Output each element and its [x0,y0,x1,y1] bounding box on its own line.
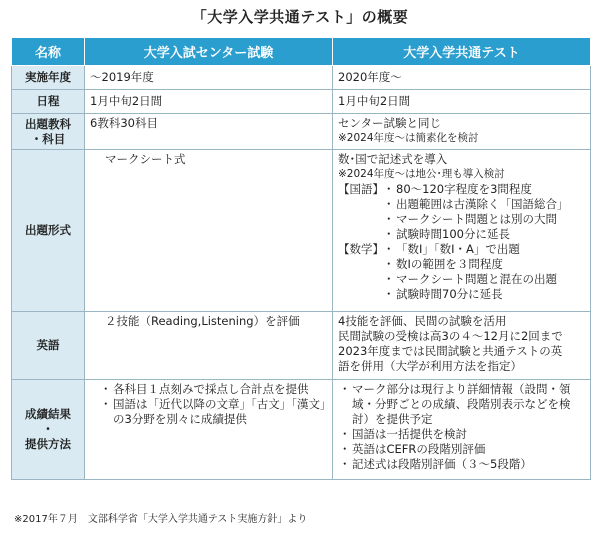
cell-english-old: ２技能（Reading,Listening）を評価 [85,312,333,380]
list-item: ・ 出題範囲は古漢除く「国語総合」 [396,197,569,212]
source-footnote: ※2017年７月 文部科学省「大学入学共通テスト実施方針」より [14,514,308,525]
comparison-table [11,37,591,480]
list-item: ・ マークシート問題と混在の出題 [396,272,557,287]
results-old-list [95,382,327,427]
row-label-schedule: 日程 [12,90,85,114]
format-new-line1: 数･国で記述式を導入 [338,152,448,166]
list-item: ・ 記述式は段階別評価（３～5段階） [352,457,585,472]
cell-subjects-new [333,114,591,150]
row-label-subjects-line2: ・科目 [30,131,66,146]
cell-schedule-new: 1月中旬2日間 [333,90,591,114]
cell-format-old: マークシート式 [85,150,333,312]
row-label-subjects [12,114,85,150]
subjects-new-line1: センター試験と同じ [338,116,442,130]
english-new-line2: 民間試験の受検は高3の４～12月に2回まで [338,329,563,343]
cell-english-new [333,312,591,380]
cell-format-new [333,150,591,312]
japanese-group [338,182,585,242]
list-item: ・ 80～120字程度を3問程度 [396,182,569,197]
english-new-line4: 語を併用（大学が利用方法を指定） [338,359,522,373]
list-item: ・ マークシート問題とは別の大問 [396,212,569,227]
header-row [12,38,591,66]
japanese-list [384,182,569,242]
table-row [12,114,591,150]
row-label-results-line2: ・ [42,422,54,436]
row-label-results-line1: 成績結果 [25,407,71,421]
table-row [12,150,591,312]
cell-year-new: 2020年度～ [333,66,591,90]
row-label-year: 実施年度 [12,66,85,90]
english-new-line1: 4技能を評価、民間の試験を活用 [338,314,507,328]
header-name: 名称 [12,38,85,66]
row-label-results [12,380,85,480]
page-title: 「大学入学共通テスト」の概要 [191,8,409,26]
list-item: ・ 国語は「近代以降の文章」「古文」「漢文」の3分野を別々に成績提供 [113,397,327,427]
header-common-test: 大学入学共通テスト [333,38,591,66]
cell-year-old: ～2019年度 [85,66,333,90]
japanese-tag: 【国語】 [338,182,384,196]
math-tag: 【数学】 [338,242,384,256]
cell-results-new [333,380,591,480]
list-item: ・ 試験時間100分に延長 [396,227,569,242]
cell-schedule-old: 1月中旬2日間 [85,90,333,114]
row-label-results-line3: 提供方法 [25,437,71,451]
table-row [12,66,591,90]
row-label-subjects-line1: 出題教科 [25,116,71,131]
list-item: ・ 数Ⅰの範囲を３問程度 [396,257,557,272]
row-label-english: 英語 [12,312,85,380]
list-item: ・ 各科目１点刻みで採点し合計点を提供 [113,382,327,397]
header-center-exam: 大学入試センター試験 [85,38,333,66]
results-new-list [338,382,585,472]
table-row [12,380,591,480]
list-item: ・ マーク部分は現行より詳細情報（設問・領域・分野ごとの成績、段階別表示などを検討）を提供予定 [352,382,585,427]
subjects-new-note: ※2024年度～は簡素化を検討 [338,132,479,144]
list-item: ・ 英語はCEFRの段階別評価 [352,442,585,457]
math-group [338,242,585,302]
cell-subjects-old: 6教科30科目 [85,114,333,150]
list-item: ・ 「数Ⅰ」「数Ⅰ・A」で出題 [396,242,557,257]
math-list [384,242,557,302]
table-row [12,90,591,114]
english-new-line3: 2023年度までは民間試験と共通テストの英 [338,344,563,358]
list-item: ・ 試験時間70分に延長 [396,287,557,302]
list-item: ・ 国語は一括提供を検討 [352,427,585,442]
table-row [12,312,591,380]
row-label-format: 出題形式 [12,150,85,312]
cell-results-old [85,380,333,480]
format-new-note: ※2024年度～は地公･理も導入検討 [338,168,505,180]
